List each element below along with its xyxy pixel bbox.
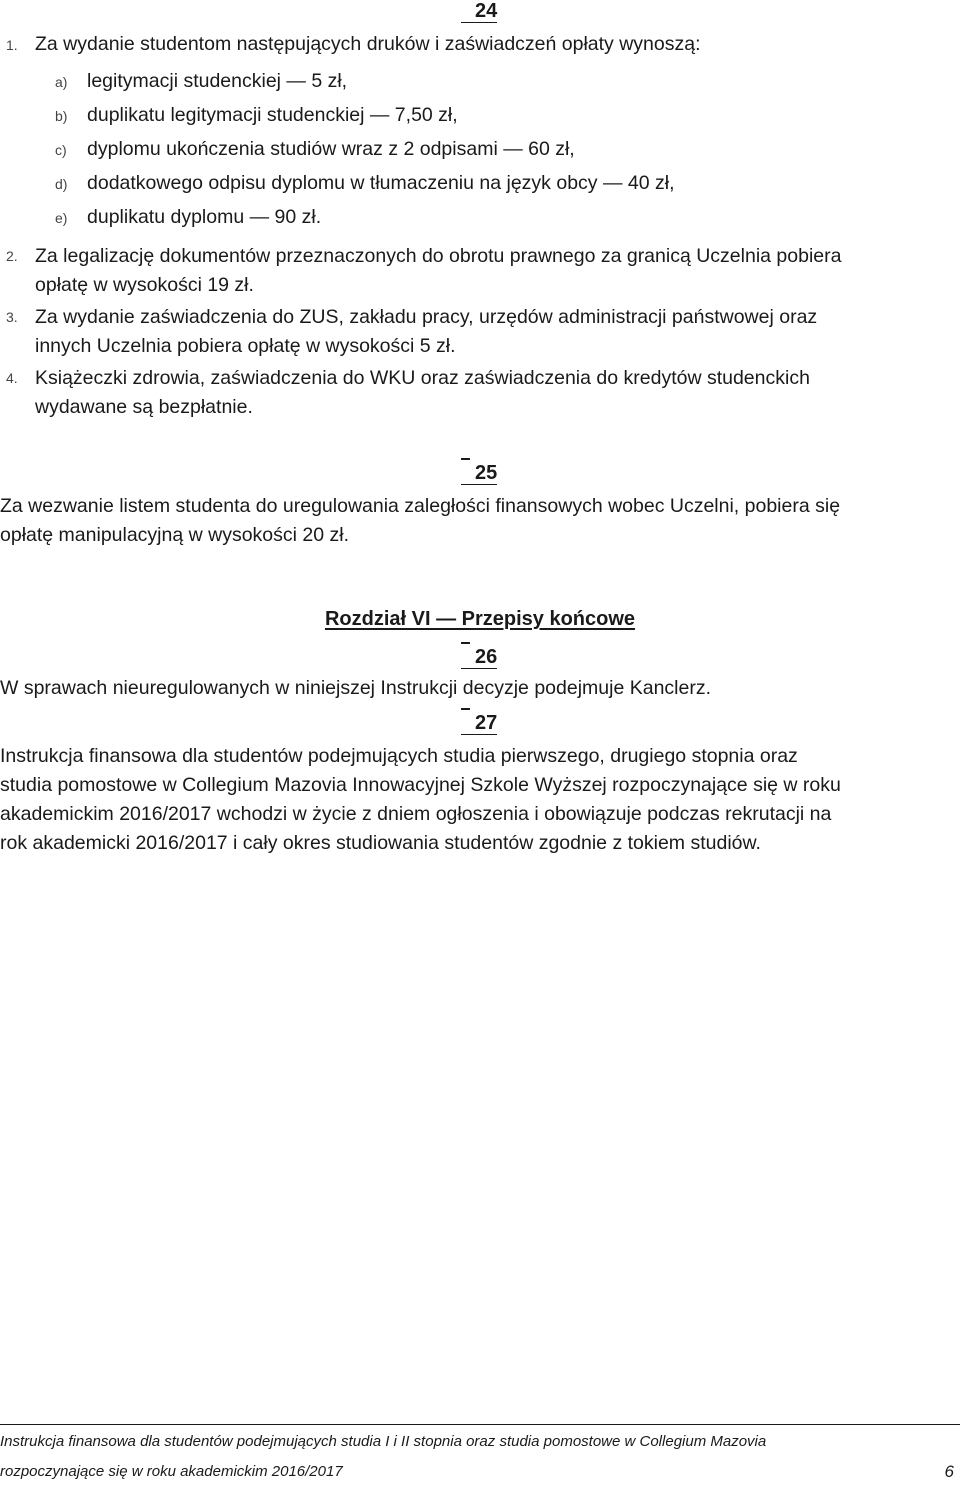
list-item: e) duplikatu dyplomu — 90 zł. xyxy=(55,206,322,228)
section-mark: 27 xyxy=(461,712,497,735)
section-25-text: Za wezwanie listem studenta do uregulowania zaległości finansowych wobec Uczelni, pobiera się opłatę manipulacyjną w wysokości 20 zł. xyxy=(0,495,841,546)
paragraph-text-continued: wydawane są bezpłatnie. xyxy=(35,396,253,418)
list-item: d) dodatkowego odpisu dyplomu w tłumaczeniu na język obcy — 40 zł, xyxy=(55,172,675,194)
section-mark: 24 xyxy=(461,0,497,23)
paragraph-number: 1. xyxy=(6,37,18,53)
paragraph-text: Książeczki zdrowia, zaświadczenia do WKU oraz zaświadczenia do kredytów studenckich xyxy=(35,367,810,389)
section-27-heading xyxy=(461,712,497,735)
list-item: c) dyplomu ukończenia studiów wraz z 2 odpisami — 60 zł, xyxy=(55,138,575,160)
section-24-heading xyxy=(461,0,497,23)
paragraph-text-continued: opłatę w wysokości 19 zł. xyxy=(35,274,254,296)
footer-line-2: rozpoczynające się w roku akademickim 2016/2017 xyxy=(0,1463,343,1480)
list-item: b) duplikatu legitymacji studenckiej — 7,50 zł, xyxy=(55,104,458,126)
paragraph-number: 4. xyxy=(6,370,18,386)
section-mark: 26 xyxy=(461,646,497,669)
paragraph-2 xyxy=(0,242,960,300)
section-26-text: W sprawach nieuregulowanych w niniejszej Instrukcji decyzje podejmuje Kanclerz. xyxy=(0,677,711,699)
footer-line-1: Instrukcja finansowa dla studentów podejmujących studia I i II stopnia oraz studia pomostowe w Collegium Mazovia xyxy=(0,1433,767,1450)
page-footer xyxy=(0,1424,960,1485)
list-item: a) legitymacji studenckiej — 5 zł, xyxy=(55,70,348,92)
section-27-text: Instrukcja finansowa dla studentów podejmujących studia pierwszego, drugiego stopnia oraz studia pomostowe w Collegium Mazovia Innowacyjnej Szkole Wyższej rozpoczynające się w roku akademickim 2016/2017 wchodzi w życie z dniem ogłoszenia i obowiązuje podczas rekrutacji na rok akademicki 2016/2017 i cały okres studiowania studentów zgodnie z tokiem studiów. xyxy=(0,745,841,854)
chapter-title: Rozdział VI — Przepisy końcowe xyxy=(324,608,636,630)
paragraph-text-continued: innych Uczelnia pobiera opłatę w wysokości 5 zł. xyxy=(35,335,456,357)
paragraph-1 xyxy=(0,30,701,60)
section-mark: 25 xyxy=(461,462,497,485)
paragraph-3 xyxy=(0,303,960,361)
fee-list xyxy=(55,67,675,237)
section-26-heading xyxy=(461,646,497,669)
page-number: 6 xyxy=(944,1462,954,1481)
paragraph-number: 2. xyxy=(6,248,18,264)
paragraph-text: Za wydanie zaświadczenia do ZUS, zakładu pracy, urzędów administracji państwowej oraz xyxy=(35,306,818,328)
section-25-heading xyxy=(461,462,497,485)
paragraph-text: Za wydanie studentom następujących druków i zaświadczeń opłaty wynoszą: xyxy=(35,33,701,55)
paragraph-4 xyxy=(0,364,960,422)
paragraph-number: 3. xyxy=(6,309,18,325)
paragraph-text: Za legalizację dokumentów przeznaczonych do obrotu prawnego za granicą Uczelnia pobiera xyxy=(35,245,842,267)
